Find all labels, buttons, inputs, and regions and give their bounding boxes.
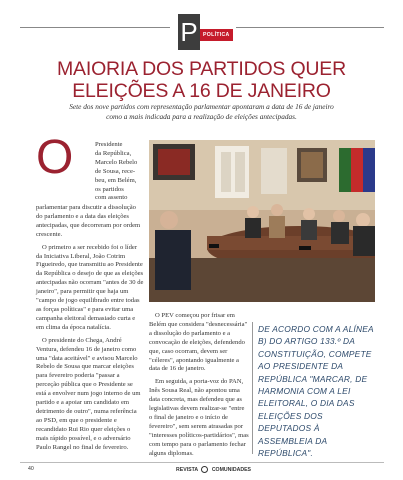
indent-line: de Sousa, rece- — [95, 167, 136, 175]
paragraph: Em seguida, a porta-voz do PAN, Inês Sousa Real, não apontou uma data concreta, mas defendeu que as legislativas devem realizar-se "entre o final de janeiro e o início de fevereiro", sem serem atrasadas por "interesses políticos-partidários", mas com tempo para o parlamento fechar alguns diplomas. — [149, 378, 249, 457]
section-logo — [178, 14, 230, 50]
paragraph: O presidente do Chega, André Ventura, defendeu 16 de janeiro como uma "data aceitável" e avisou Marcelo Rebelo de Sousa que marcar eleições para fevereiro poderia "passar a perceção pública que o Presidente se está a envolver num jogo interno de um partido e a apoiar um candidato em detrimento de outro", numa referência ao PSD, em que o presidente e recandidato Rui Rio quer eleições o mais rápido possível, e o adversário Paulo Rangel no final de fevereiro. — [36, 336, 141, 451]
lead-line-2: como a mais indicada para a realização de eleições antecipadas. — [106, 112, 297, 121]
header-rule-right — [236, 27, 384, 28]
indent-line: com assento — [95, 194, 128, 202]
indent-line: Marcelo Rebelo — [95, 158, 138, 166]
column-1 — [36, 204, 144, 456]
footer-rule — [20, 462, 384, 463]
meeting-illustration — [149, 140, 375, 302]
section-tag: POLÍTICA — [200, 29, 233, 41]
pull-quote: DE ACORDO COM A ALÍNEA B) DO ARTIGO 133.º DA CONSTITUIÇÃO, COMPETE AO PRESIDENTE DA REPÚBLICA "MARCAR, DE HARMONIA COM A LEI ELEITORAL, O DIA DAS ELEIÇÕES DOS DEPUTADOS À ASSEMBLEIA DA REPÚBLICA". — [258, 324, 374, 459]
meeting-photo — [149, 140, 375, 302]
title-line-2: ELEIÇÕES A 16 DE JANEIRO — [72, 80, 331, 102]
footer-magazine-name: REVISTA — [176, 466, 198, 473]
drop-cap: O — [36, 131, 74, 184]
paragraph: O primeiro a ser recebido foi o líder da Iniciativa Liberal, João Cotrim Figueiredo, que transmitiu ao Presidente da República o desejo de que as eleições antecipadas não ocorram "antes de 30 de janeiro", para permitir que haja um "campo de jogo equilibrado entre todas as forças políticas" e para evitar uma campanha eleitoral demasiado curta e em clima da época natalícia. — [36, 243, 144, 331]
section-letter: P — [178, 14, 200, 50]
indent-line: Presidente — [95, 141, 123, 148]
article-lead — [40, 102, 363, 122]
title-line-1: MAIORIA DOS PARTIDOS QUER — [57, 58, 346, 80]
article-title — [20, 58, 383, 102]
page-number: 40 — [28, 466, 34, 472]
quote-rule — [252, 322, 253, 454]
lead-line-1: Sete dos nove partidos com representação parlamentar apontaram a data de 16 de janeiro — [69, 102, 334, 111]
column-2 — [149, 312, 249, 463]
indent-line: beu, em Belém, — [95, 176, 137, 184]
footer-section-name: COMUNIDADES — [211, 466, 252, 473]
indent-line: os partidos — [95, 185, 124, 193]
footer-logo-icon — [201, 466, 208, 473]
paragraph: parlamentar para discutir a dissolução do parlamento e a data das eleições antecipadas, que decorreram por ordem crescente. — [36, 204, 141, 238]
paragraph: O PEV começou por frisar em Belém que considera "desnecessária" a dissolução do parlamento e a convocação de eleições, defendendo que, caso ocorram, devem ser "céleres", apontando igualmente a data de 16 de janeiro. — [149, 312, 248, 373]
column-1-indent — [95, 141, 145, 203]
header-rule-left — [20, 27, 170, 28]
footer-magazine — [176, 466, 251, 473]
indent-line: da República, — [95, 149, 132, 157]
